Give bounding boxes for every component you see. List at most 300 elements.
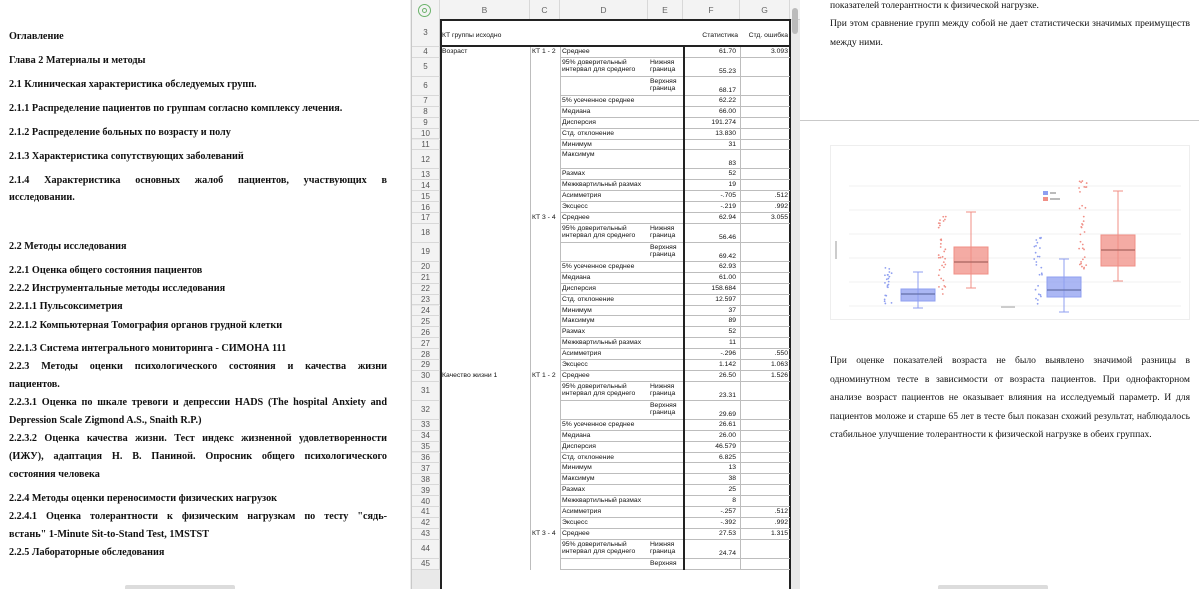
chart-point	[1035, 261, 1037, 263]
chart-point	[885, 267, 887, 269]
table-cell-value[interactable]: 89	[728, 317, 736, 325]
chart-point	[942, 279, 944, 281]
table-cell-statistic-name[interactable]: Медиана	[562, 273, 591, 281]
table-cell-statistic-name[interactable]: Среднее	[562, 214, 590, 221]
table-cell-statistic-name[interactable]: 95% доверительный интервал для среднего	[562, 540, 636, 556]
table-cell-value[interactable]: 25	[728, 486, 736, 494]
column-header-bar	[412, 0, 800, 20]
row-header[interactable]: 26	[412, 327, 440, 338]
table-cell-value[interactable]: 158.684	[711, 284, 736, 292]
row-header[interactable]: 4	[412, 47, 440, 58]
page-break	[800, 120, 1199, 121]
row-header[interactable]: 40	[412, 496, 440, 507]
chart-point	[938, 227, 940, 229]
table-cell-value[interactable]: -.296	[720, 350, 736, 358]
row-header[interactable]: 37	[412, 463, 440, 474]
table-cell-statistic-name[interactable]: Медиана	[562, 107, 591, 115]
table-cell-value[interactable]: 62.22	[718, 96, 736, 104]
chart-point	[944, 286, 946, 288]
table-cell-statistic-name[interactable]: Медиана	[562, 431, 591, 439]
table-cell-statistic-name[interactable]: Среднее	[562, 48, 590, 55]
table-cell-value[interactable]: 11	[728, 339, 736, 347]
chart-point	[888, 281, 890, 283]
table-cell-value[interactable]: 27.53	[718, 529, 736, 537]
table-cell-value[interactable]: 38	[728, 475, 736, 483]
y-axis-label	[835, 241, 837, 259]
table-cell-statistic-name[interactable]: Дисперсия	[562, 284, 596, 292]
chart-point	[941, 265, 943, 267]
toc-line: 2.2.4 Методы оценки переносимости физических нагрузок	[9, 493, 278, 504]
table-cell-bound[interactable]: Нижняя граница	[650, 224, 676, 240]
x-axis-label	[1001, 306, 1015, 308]
chart-point	[944, 264, 946, 266]
toc-line: 2.2.4.1 Оценка толерантности к физическим нагрузкам по тесту "сядь-	[9, 511, 387, 522]
chart-point	[943, 261, 945, 263]
chart-point	[1037, 256, 1039, 258]
column-header-f[interactable]: F	[683, 0, 740, 19]
table-cell-value[interactable]: -.219	[720, 203, 736, 211]
legend-swatch-blue	[1043, 191, 1048, 195]
table-cell-value[interactable]: -.705	[720, 192, 736, 200]
boxplot-box	[901, 289, 935, 301]
chart-point	[884, 282, 886, 284]
toc-line: (ИЖУ), адаптация Н. В. Паниной. Опросник общего психологического	[9, 451, 387, 462]
row-header[interactable]: 44	[412, 540, 440, 559]
row-header[interactable]: 39	[412, 485, 440, 496]
toc-line: 2.2.1.2 Компьютерная Томография органов грудной клетки	[9, 320, 283, 331]
chart-point	[940, 246, 942, 248]
row-header[interactable]: 8	[412, 107, 440, 118]
left-document-page[interactable]	[0, 0, 410, 589]
chart-point	[1086, 186, 1088, 188]
table-cell-value[interactable]: 26.50	[718, 371, 736, 379]
table-cell-std-error[interactable]: 3.093	[770, 48, 788, 55]
chart-point	[939, 222, 941, 224]
row-header[interactable]: 14	[412, 180, 440, 191]
row-header[interactable]: 19	[412, 243, 440, 262]
chart-point	[1078, 187, 1080, 189]
chart-point	[1082, 247, 1084, 249]
chart-point	[1039, 237, 1041, 239]
row-header[interactable]: 43	[412, 529, 440, 540]
chart-point	[938, 254, 940, 256]
chart-point	[1085, 207, 1087, 209]
table-cell-statistic-name[interactable]: Дисперсия	[562, 442, 596, 450]
row-header[interactable]: 30	[412, 371, 440, 382]
table-cell-statistic-name[interactable]: Асимметрия	[562, 508, 601, 515]
table-cell-statistic-name[interactable]: 95% доверительный интервал для среднего	[562, 382, 636, 398]
row-header[interactable]: 3	[412, 19, 440, 47]
table-cell-statistic-name[interactable]: Размах	[562, 486, 585, 494]
table-cell-value[interactable]: 61.70	[718, 48, 736, 55]
chart-point	[886, 286, 888, 288]
chart-point	[938, 257, 940, 259]
toc-line: 2.2.2 Инструментальные методы исследования	[9, 283, 226, 294]
table-cell-statistic-name[interactable]: Максимум	[562, 475, 595, 483]
toc-line: состояния человека	[9, 469, 100, 480]
row-header[interactable]: 10	[412, 129, 440, 140]
table-cell-bound[interactable]: Верхняя граница	[650, 401, 677, 417]
table-cell-value[interactable]: 52	[728, 170, 736, 178]
table-cell-value[interactable]: 61.00	[718, 273, 736, 281]
chart-point	[1035, 298, 1037, 300]
row-header[interactable]: 15	[412, 191, 440, 202]
table-cell-statistic-name[interactable]: Эксцесс	[562, 203, 588, 211]
toc-line: встань" 1-Minute Sit-to-Stand Test, 1MSTST	[9, 529, 210, 540]
table-cell-value[interactable]: 62.93	[718, 262, 736, 270]
table-cell-value[interactable]: 26.61	[718, 420, 736, 428]
row-header[interactable]: 32	[412, 401, 440, 420]
table-cell-value[interactable]: 56.46	[718, 233, 736, 241]
chart-point	[887, 274, 889, 276]
table-cell-statistic-name[interactable]: Минимум	[562, 464, 592, 472]
table-cell-value[interactable]: -.392	[720, 518, 736, 526]
chart-point	[943, 266, 945, 268]
chart-point	[1041, 272, 1043, 274]
spreadsheet-grid[interactable]	[440, 19, 790, 589]
table-header-group[interactable]: КТ группы исходно	[442, 32, 502, 39]
table-header-statistic[interactable]: Статистика	[702, 32, 738, 39]
table-cell-value[interactable]: 46.579	[715, 442, 736, 450]
chart-point	[1084, 231, 1086, 233]
table-cell-statistic-name[interactable]: Размах	[562, 328, 585, 336]
row-header[interactable]: 13	[412, 169, 440, 180]
table-cell-statistic-name[interactable]: Межквартильный размах	[562, 181, 642, 189]
select-all-button[interactable]	[418, 4, 431, 17]
chart-point	[887, 278, 889, 280]
table-cell-statistic-name[interactable]: 5% усеченное среднее	[562, 420, 635, 428]
table-cell-value[interactable]: 23.31	[718, 391, 736, 399]
chart-point	[940, 278, 942, 280]
chart-point	[1037, 303, 1039, 305]
chart-point	[1036, 242, 1038, 244]
table-cell-statistic-name[interactable]: Стд. отклонение	[562, 295, 615, 303]
table-cell-statistic-name[interactable]: Минимум	[562, 306, 592, 314]
row-header[interactable]: 11	[412, 140, 440, 151]
chart-point	[1079, 180, 1081, 182]
chart-point	[1079, 208, 1081, 210]
table-cell-std-error[interactable]: .992	[774, 203, 788, 211]
chart-point	[1040, 267, 1042, 269]
chart-point	[939, 219, 941, 221]
row-header[interactable]: 21	[412, 273, 440, 284]
chart-point	[943, 220, 945, 222]
table-cell-bound[interactable]: Нижняя граница	[650, 382, 676, 398]
chart-point	[1086, 182, 1088, 184]
table-cell-statistic-name[interactable]: Стд. отклонение	[562, 453, 615, 461]
table-cell-value[interactable]: 29.69	[718, 410, 736, 418]
row-header[interactable]: 22	[412, 284, 440, 295]
chart-point	[1079, 233, 1081, 235]
table-cell-value[interactable]: 55.23	[718, 67, 736, 75]
chart-point	[1085, 264, 1087, 266]
chart-point	[1083, 186, 1085, 188]
chart-point	[1080, 261, 1082, 263]
table-cell-value[interactable]: 1.142	[718, 361, 736, 368]
toc-line: 2.1.3 Характеристика сопутствующих заболеваний	[9, 151, 244, 162]
toc-line: 2.2.3.1 Оценка по шкале тревоги и депрессии HADS (The hospital Anxiety and	[9, 397, 387, 408]
chart-point	[941, 288, 943, 290]
table-cell-std-error[interactable]: .550	[774, 350, 788, 358]
chart-point	[939, 269, 941, 271]
table-cell-bound[interactable]: Верхняя граница	[650, 243, 677, 259]
table-cell-statistic-name[interactable]: Дисперсия	[562, 118, 596, 126]
table-cell-value[interactable]: 83	[728, 160, 736, 168]
chart-point	[1035, 252, 1037, 254]
chart-point	[1083, 216, 1085, 218]
chart-point	[884, 274, 886, 276]
row-header[interactable]: 42	[412, 518, 440, 529]
table-border	[440, 19, 790, 21]
toc-line: 2.2.1 Оценка общего состояния пациентов	[9, 265, 203, 276]
table-cell-value[interactable]: 31	[728, 140, 736, 148]
spreadsheet-window[interactable]	[411, 0, 801, 589]
chart-point	[944, 258, 946, 260]
table-cell-value[interactable]: 24.74	[718, 549, 736, 557]
boxplot-svg	[831, 146, 1189, 319]
toc-line: Depression Scale Zigmond A.S., Snaith R.P.)	[9, 415, 202, 426]
table-cell-value[interactable]: -.257	[720, 508, 736, 515]
column-header-c[interactable]: C	[530, 0, 560, 19]
table-cell-bound[interactable]: Верхняя	[650, 559, 677, 567]
row-header[interactable]: 16	[412, 202, 440, 213]
table-border	[440, 19, 442, 589]
toc-line: 2.1.1 Распределение пациентов по группам согласно комплексу лечения.	[9, 103, 343, 114]
row-header[interactable]: 41	[412, 507, 440, 518]
table-cell-value[interactable]: 69.42	[718, 252, 736, 260]
table-cell-statistic-name[interactable]: 95% доверительный интервал для среднего	[562, 224, 636, 240]
column-header-d[interactable]: D	[560, 0, 648, 19]
table-header-std-error[interactable]: Стд. ошибка	[748, 32, 788, 39]
chart-point	[938, 286, 940, 288]
table-border	[560, 47, 561, 570]
table-cell-group[interactable]: КТ 1 - 2	[532, 48, 556, 55]
paragraph-top-line: показателей толерантности к физической нагрузке.	[830, 0, 1039, 11]
chart-point	[944, 248, 946, 250]
column-header-e[interactable]: E	[648, 0, 683, 19]
table-cell-statistic-name[interactable]: Межквартильный размах	[562, 497, 642, 505]
table-cell-value[interactable]: 37	[728, 306, 736, 314]
table-cell-value[interactable]: 6.825	[718, 453, 736, 461]
row-header[interactable]: 5	[412, 58, 440, 77]
table-cell-statistic-name[interactable]: Среднее	[562, 371, 590, 379]
chart-point	[884, 300, 886, 302]
toc-line: 2.2.1.1 Пульсоксиметрия	[9, 301, 123, 312]
chart-point	[1037, 285, 1039, 287]
toc-line: 2.1 Клиническая характеристика обследуемых групп.	[9, 79, 257, 90]
chart-point	[888, 276, 890, 278]
row-header[interactable]: 23	[412, 295, 440, 306]
row-header[interactable]: 25	[412, 316, 440, 327]
row-header[interactable]: 34	[412, 431, 440, 442]
row-header[interactable]: 36	[412, 453, 440, 464]
table-border	[530, 47, 531, 570]
row-header[interactable]: 38	[412, 474, 440, 485]
paragraph-comparison: При этом сравнение групп между собой не дает статистически значимых преимуществ между ними.	[830, 18, 1190, 48]
toc-line: Глава 2 Материалы и методы	[9, 55, 146, 66]
boxplot-box	[954, 247, 988, 274]
table-cell-group[interactable]: КТ 3 - 4	[532, 529, 556, 537]
table-cell-statistic-name[interactable]: 5% усеченное среднее	[562, 96, 635, 104]
row-header[interactable]: 24	[412, 306, 440, 317]
chart-point	[945, 216, 947, 218]
table-cell-std-error[interactable]: 1.063	[770, 361, 788, 368]
table-cell-statistic-name[interactable]: Эксцесс	[562, 361, 588, 368]
column-header-b[interactable]: B	[440, 0, 530, 19]
table-cell-value[interactable]: 191.274	[711, 118, 736, 126]
row-header[interactable]: 27	[412, 338, 440, 349]
chart-point	[888, 268, 890, 270]
row-header[interactable]: 31	[412, 382, 440, 401]
toc-line: Оглавление	[9, 31, 64, 42]
chart-point	[884, 294, 886, 296]
row-header[interactable]: 28	[412, 349, 440, 360]
chart-point	[1037, 299, 1039, 301]
table-cell-value[interactable]: 12.597	[715, 295, 736, 303]
table-cell-std-error[interactable]: 3.055	[770, 214, 788, 221]
vertical-scrollbar[interactable]	[792, 8, 798, 34]
table-cell-statistic-name[interactable]: Максимум	[562, 317, 595, 325]
table-border	[740, 47, 741, 570]
row-header[interactable]: 45	[412, 559, 440, 570]
table-cell-value[interactable]: 8	[732, 497, 736, 505]
chart-point	[1081, 227, 1083, 229]
chart-point	[1081, 180, 1083, 182]
chart-point	[1082, 224, 1084, 226]
table-cell-value[interactable]: 19	[728, 181, 736, 189]
table-cell-bound[interactable]: Верхняя граница	[650, 77, 677, 93]
chart-point	[943, 251, 945, 253]
chart-point	[1083, 249, 1085, 251]
row-header[interactable]: 33	[412, 420, 440, 431]
chart-point	[939, 225, 941, 227]
toc-line: пациентов.	[9, 379, 60, 390]
chart-point	[1033, 258, 1035, 260]
toc-line: 2.2.3.2 Оценка качества жизни. Тест индекс жизненной удовлетворенности	[9, 433, 387, 444]
chart-point	[1033, 246, 1035, 248]
row-header[interactable]: 18	[412, 224, 440, 243]
chart-point	[940, 243, 942, 245]
chart-point	[1079, 264, 1081, 266]
toc-line: 2.2.1.3 Система интегрального мониторинга - СИМОНА 111	[9, 343, 287, 354]
row-header[interactable]: 6	[412, 77, 440, 96]
table-cell-statistic-name[interactable]: Среднее	[562, 529, 590, 537]
table-cell-statistic-name[interactable]: Размах	[562, 170, 585, 178]
chart-point	[1080, 241, 1082, 243]
row-header[interactable]: 29	[412, 360, 440, 371]
chart-point	[884, 303, 886, 305]
table-cell-value[interactable]: 68.17	[718, 86, 736, 94]
table-cell-value[interactable]: 26.00	[718, 431, 736, 439]
table-cell-std-error[interactable]: .512	[774, 508, 788, 515]
chart-point	[1083, 267, 1085, 269]
chart-point	[888, 271, 890, 273]
legend-swatch-red	[1043, 197, 1048, 201]
table-border	[560, 569, 790, 570]
table-cell-statistic-name[interactable]: Асимметрия	[562, 350, 601, 358]
table-cell-statistic-name[interactable]: Асимметрия	[562, 192, 601, 200]
chart-point	[1035, 289, 1037, 291]
table-cell-group[interactable]: КТ 1 - 2	[532, 371, 556, 379]
right-page-tab	[938, 585, 1048, 589]
toc-line: 2.1.4 Характеристика основных жалоб пациентов, участвующих в	[9, 175, 387, 186]
chart-point	[940, 238, 942, 240]
chart-point	[1082, 259, 1084, 261]
chart-point	[1082, 244, 1084, 246]
row-header[interactable]: 17	[412, 213, 440, 224]
boxplot-box	[1047, 277, 1081, 297]
table-border	[683, 47, 685, 570]
chart-point	[888, 284, 890, 286]
table-cell-statistic-name[interactable]: 5% усеченное среднее	[562, 262, 635, 270]
table-cell-statistic-name[interactable]: Стд. отклонение	[562, 129, 615, 137]
row-header[interactable]: 12	[412, 150, 440, 169]
table-cell-std-error[interactable]: .992	[774, 518, 788, 526]
chart-point	[1039, 247, 1041, 249]
chart-point	[1040, 294, 1042, 296]
table-cell-statistic-name[interactable]: Межквартильный размах	[562, 339, 642, 347]
column-header-g[interactable]: G	[740, 0, 790, 19]
toc-line: исследовании.	[9, 192, 75, 203]
table-cell-value[interactable]: 62.94	[718, 214, 736, 221]
chart-point	[1035, 245, 1037, 247]
chart-point	[1083, 220, 1085, 222]
row-header[interactable]: 20	[412, 262, 440, 273]
row-header[interactable]: 7	[412, 96, 440, 107]
table-cell-statistic-name[interactable]: Максимум	[562, 151, 595, 159]
table-cell-std-error[interactable]: .512	[774, 192, 788, 200]
row-header[interactable]: 35	[412, 442, 440, 453]
table-cell-value[interactable]: 66.00	[718, 107, 736, 115]
table-cell-bound[interactable]: Нижняя граница	[650, 58, 676, 74]
chart-point	[940, 257, 942, 259]
toc-line: 2.1.2 Распределение больных по возрасту и полу	[9, 127, 231, 138]
chart-point	[884, 298, 886, 300]
table-cell-value[interactable]: 13.830	[715, 129, 736, 137]
legend-label-red	[1050, 198, 1060, 200]
table-cell-value[interactable]: 13	[728, 464, 736, 472]
chart-point	[886, 278, 888, 280]
chart-point	[1039, 256, 1041, 258]
table-cell-variable[interactable]: Возраст	[442, 48, 468, 55]
table-cell-statistic-name[interactable]: Минимум	[562, 140, 592, 148]
table-cell-statistic-name[interactable]: Эксцесс	[562, 518, 588, 526]
chart-point	[944, 219, 946, 221]
table-cell-group[interactable]: КТ 3 - 4	[532, 214, 556, 221]
toc-line: 2.2 Методы исследования	[9, 241, 127, 252]
chart-point	[1039, 274, 1041, 276]
table-cell-std-error[interactable]: 1.315	[770, 529, 788, 537]
legend-label-blue	[1050, 192, 1056, 194]
toc-line: 2.2.3 Методы оценки психологического состояния и качества жизни	[9, 361, 387, 372]
table-cell-bound[interactable]: Нижняя граница	[650, 540, 676, 556]
chart-point	[942, 293, 944, 295]
chart-point	[1079, 191, 1081, 193]
chart-point	[1081, 205, 1083, 207]
table-cell-value[interactable]: 52	[728, 328, 736, 336]
right-document-page[interactable]	[800, 0, 1199, 589]
paragraph-age-analysis: При оценке показателей возраста не было выявлено значимой разницы в одноминутном тесте в зависимости от возраста пациентов. При однофакторном анализе возраст пациентов не оказывает влияния на исследуемый параметр. И для пациентов моложе и старше 65 лет в тесте был показан схожий результат, наблюдалось стабильное улучшение толерантности к физической нагрузке в обеих группах.	[830, 355, 1190, 440]
chart-point	[1035, 239, 1037, 241]
chart-point	[1038, 293, 1040, 295]
row-header[interactable]: 9	[412, 118, 440, 129]
table-cell-statistic-name[interactable]: 95% доверительный интервал для среднего	[562, 58, 636, 74]
boxplot-chart	[830, 145, 1190, 320]
table-cell-std-error[interactable]: 1.526	[770, 371, 788, 379]
table-cell-variable[interactable]: Качество жизни 1	[442, 371, 498, 379]
left-page-tab	[125, 585, 235, 589]
chart-point	[1080, 181, 1082, 183]
